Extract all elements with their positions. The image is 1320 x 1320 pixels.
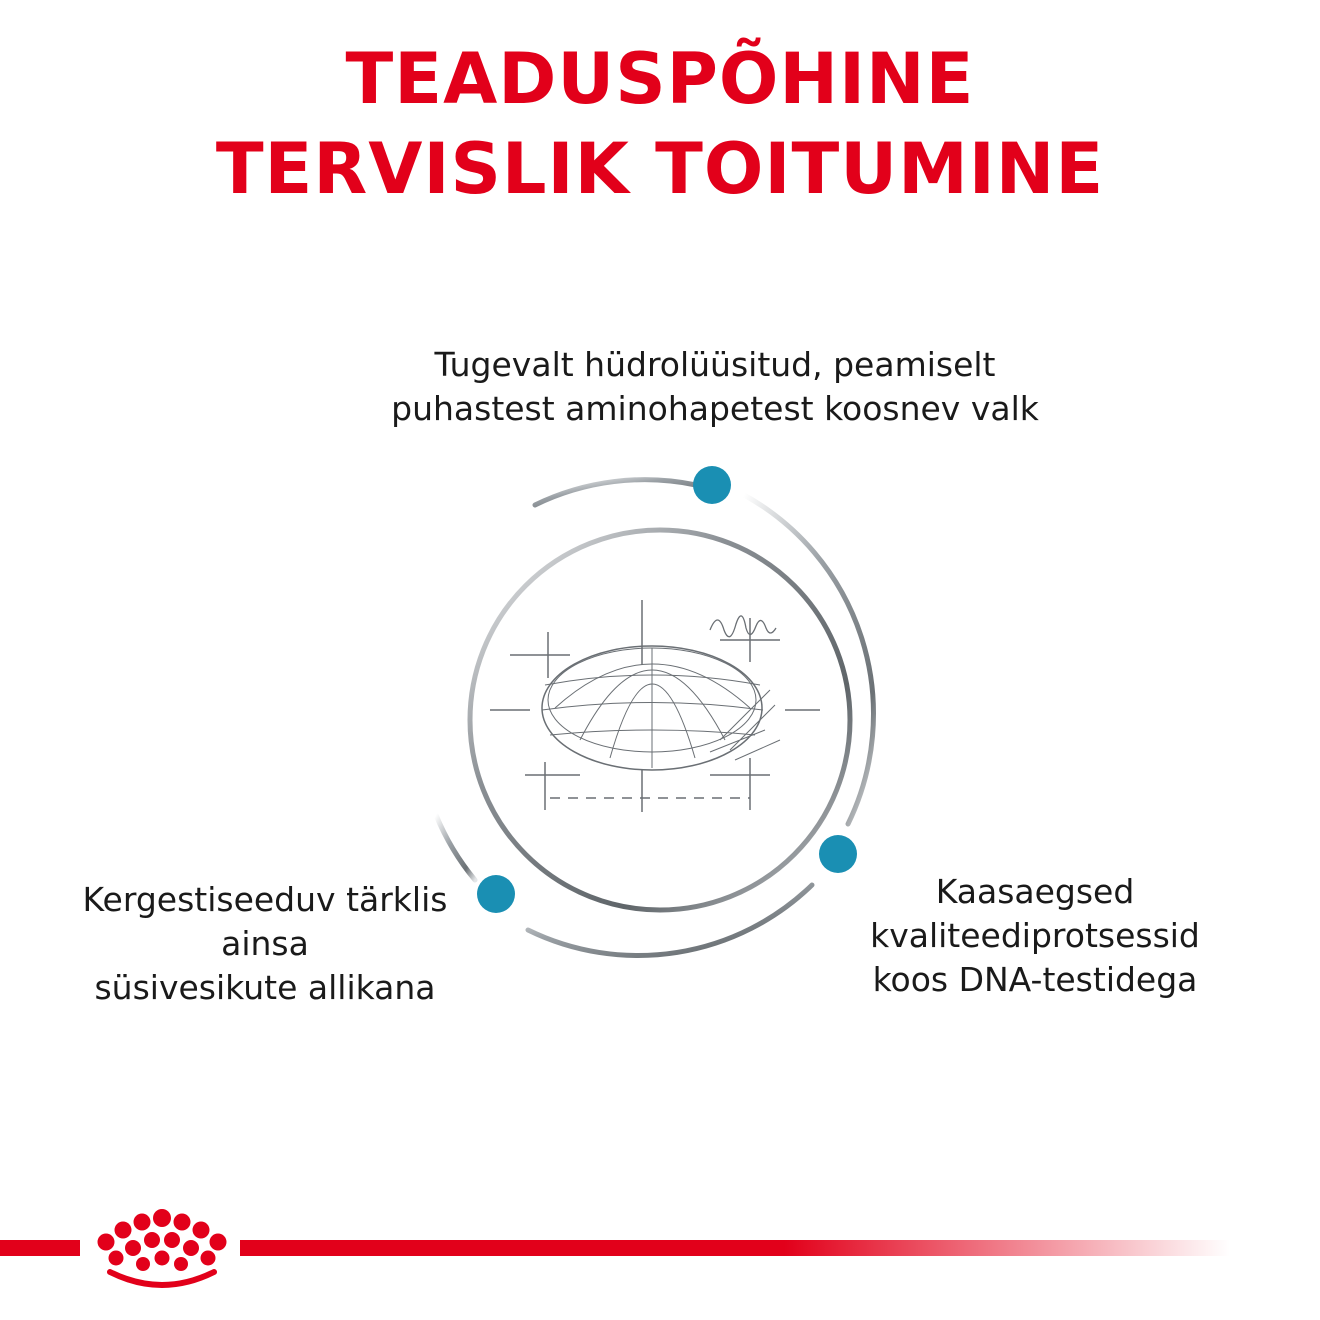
title-line-1: TEADUSPÕHINE xyxy=(345,38,975,120)
footer-line-left xyxy=(0,1240,80,1256)
outer-arc-bottom-right xyxy=(528,885,812,955)
feature-left-line-2: ainsa xyxy=(221,924,309,963)
footer-line-right xyxy=(240,1240,1230,1256)
page-title xyxy=(0,34,1320,214)
feature-dot-top xyxy=(693,466,731,504)
title-line-2: TERVISLIK TOITUMINE xyxy=(215,128,1105,210)
feature-right-line-3: koos DNA-testidega xyxy=(872,960,1198,999)
royal-canin-crown-icon xyxy=(92,1206,232,1290)
feature-label-top xyxy=(300,343,1130,431)
feature-left-line-1: Kergestiseeduv tärklis xyxy=(82,880,448,919)
inner-ring xyxy=(470,530,850,910)
feature-dot-left xyxy=(477,875,515,913)
feature-top-line-1: Tugevalt hüdrolüüsitud, peamiselt xyxy=(434,345,996,384)
outer-arc-left xyxy=(436,815,475,880)
kibble-sketch-icon xyxy=(490,600,820,812)
features-diagram xyxy=(380,440,940,1000)
outer-arc-top xyxy=(535,480,696,505)
feature-dot-right xyxy=(819,835,857,873)
feature-left-line-3: süsivesikute allikana xyxy=(94,968,436,1007)
feature-right-line-1: Kaasaegsed xyxy=(935,872,1135,911)
feature-top-line-2: puhastest aminohapetest koosnev valk xyxy=(391,389,1039,428)
feature-right-line-2: kvaliteediprotsessid xyxy=(870,916,1200,955)
